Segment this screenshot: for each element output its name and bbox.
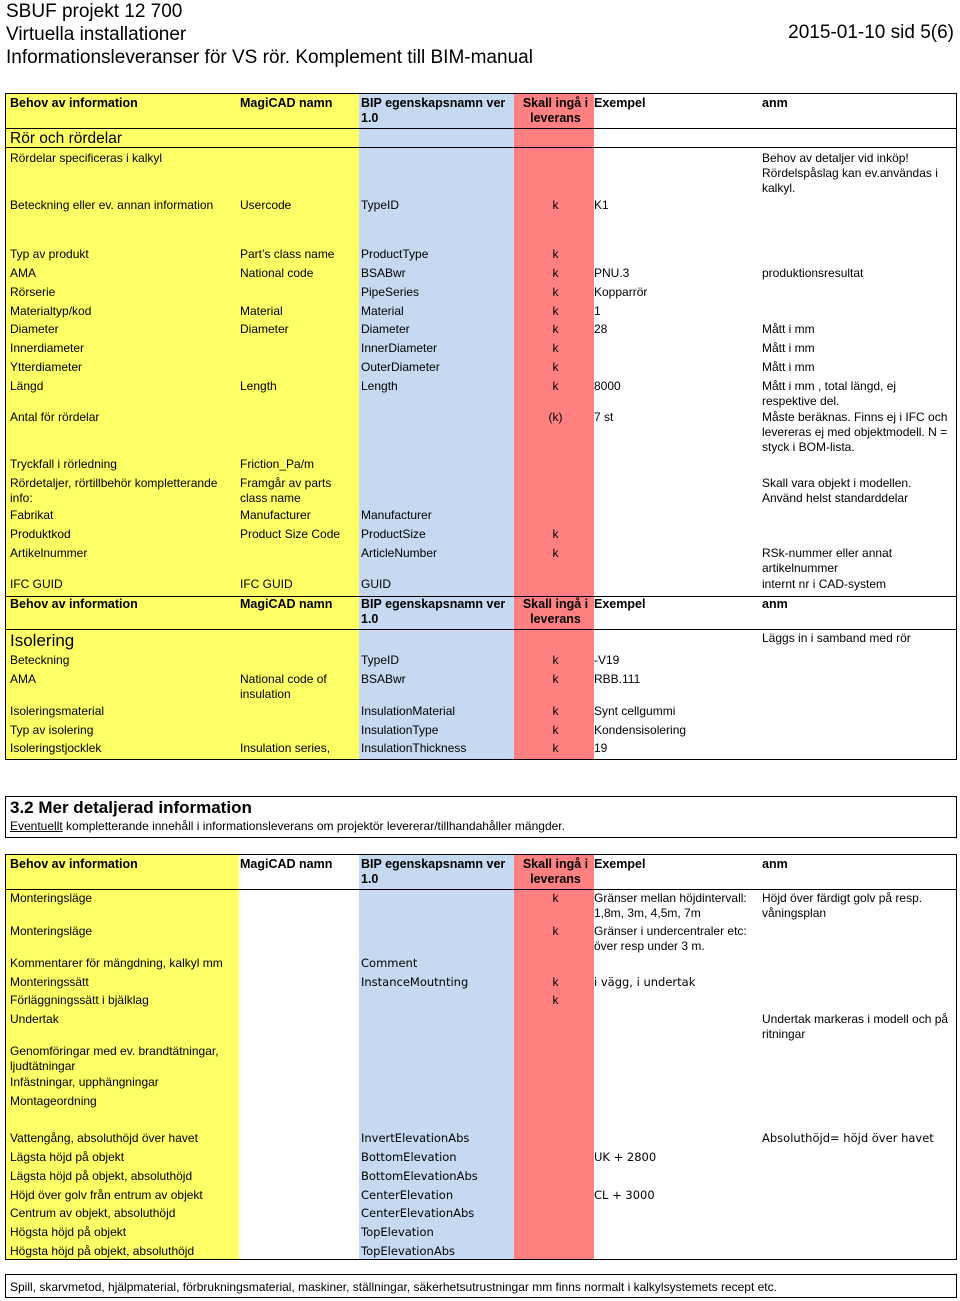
cell-skall: k xyxy=(552,198,559,212)
cell-bip: Length xyxy=(361,379,398,393)
col-header-skall: Skall ingå i leverans xyxy=(522,96,589,125)
cell-info: Isoleringstjocklek xyxy=(10,741,102,755)
cell-skall: k xyxy=(552,266,559,280)
col-header-exempel: Exempel xyxy=(594,857,646,871)
cell-bip: PipeSeries xyxy=(361,285,420,299)
info-table-details xyxy=(5,854,957,1260)
intro-text: kompletterande innehåll i informationsleverans om projektör levererar/tillhandahåller mängder. xyxy=(62,819,565,833)
cell-magicad: National code xyxy=(240,266,314,280)
cell-info: Montageordning xyxy=(10,1094,97,1108)
cell-skall: k xyxy=(552,672,559,686)
col-bg-magicad xyxy=(239,94,359,759)
cell-bip: Comment xyxy=(361,956,418,970)
cell-info: AMA xyxy=(10,266,37,280)
cell-magicad: IFC GUID xyxy=(240,577,293,591)
cell-info: Innerdiameter xyxy=(10,341,85,355)
cell-anm: Absoluthöjd= höjd över havet xyxy=(762,1131,934,1145)
cell-info: Antal för rördelar xyxy=(10,410,100,424)
cell-exempel: 1 xyxy=(594,304,601,318)
cell-info: Lägsta höjd på objekt, absoluthöjd xyxy=(10,1169,193,1183)
cell-skall: k xyxy=(552,924,559,938)
cell-exempel: 19 xyxy=(594,741,608,755)
cell-anm: Mått i mm xyxy=(762,360,815,374)
cell-magicad: Usercode xyxy=(240,198,292,212)
cell-info: Diameter xyxy=(10,322,59,336)
col-header-anm: anm xyxy=(762,96,788,110)
intro-emphasis: Eventuellt xyxy=(10,819,63,833)
cell-info: Isoleringsmaterial xyxy=(10,704,105,718)
col-header-bip: BIP egenskapsnamn ver 1.0 xyxy=(361,96,506,125)
cell-bip: TopElevation xyxy=(361,1225,434,1239)
cell-skall: k xyxy=(552,704,559,718)
cell-anm: RSk-nummer eller annat artikelnummer xyxy=(762,546,893,575)
cell-info: Centrum av objekt, absoluthöjd xyxy=(10,1206,176,1220)
cell-info: Beteckning eller ev. annan information xyxy=(10,198,214,212)
doc-heading: Informationsleveranser för VS rör. Komplement till BIM-manual xyxy=(6,47,533,68)
cell-info: Materialtyp/kod xyxy=(10,304,92,318)
cell-magicad: Length xyxy=(240,379,277,393)
cell-exempel: Kopparrör xyxy=(594,285,648,299)
cell-exempel: PNU.3 xyxy=(594,266,630,280)
section-label: Rör och rördelar xyxy=(10,130,122,147)
col-header-anm: anm xyxy=(762,857,788,871)
cell-exempel: CL + 3000 xyxy=(594,1188,655,1202)
cell-skall: k xyxy=(552,527,559,541)
col-header-skall: Skall ingå i leverans xyxy=(522,857,589,886)
cell-bip: InnerDiameter xyxy=(361,341,438,355)
cell-skall: k xyxy=(552,322,559,336)
cell-exempel: -V19 xyxy=(594,653,620,667)
cell-info: Ytterdiameter xyxy=(10,360,83,374)
section-32-box xyxy=(5,796,957,838)
cell-info: Rörserie xyxy=(10,285,56,299)
cell-anm: Skall vara objekt i modellen. Använd helst standarddelar xyxy=(762,476,912,505)
col-header-info: Behov av information xyxy=(10,96,138,110)
cell-bip: ProductSize xyxy=(361,527,426,541)
cell-magicad: Insulation series, xyxy=(240,741,331,755)
cell-bip: CenterElevationAbs xyxy=(361,1206,475,1220)
cell-info: Högsta höjd på objekt, absoluthöjd xyxy=(10,1244,195,1258)
col-header-anm: anm xyxy=(762,597,788,611)
cell-exempel: Synt cellgummi xyxy=(594,704,676,718)
cell-exempel: K1 xyxy=(594,198,609,212)
cell-bip: Manufacturer xyxy=(361,508,432,522)
cell-info: Beteckning xyxy=(10,653,70,667)
section-32-intro xyxy=(10,819,565,833)
cell-bip: ArticleNumber xyxy=(361,546,438,560)
divider xyxy=(6,889,956,890)
col-bg-magicad xyxy=(239,855,359,1259)
cell-info: Tryckfall i rörledning xyxy=(10,457,117,471)
cell-bip: BottomElevationAbs xyxy=(361,1169,478,1183)
cell-exempel: Gränser i undercentraler etc: över resp under 3 m. xyxy=(594,924,747,953)
doc-date-page: 2015-01-10 sid 5(6) xyxy=(788,22,954,43)
cell-exempel: Gränser mellan höjdintervall: 1,8m, 3m, 4,5m, 7m xyxy=(594,891,747,920)
col-header-info: Behov av information xyxy=(10,857,138,871)
cell-magicad: Diameter xyxy=(240,322,289,336)
col-header-exempel: Exempel xyxy=(594,597,646,611)
cell-bip: TypeID xyxy=(361,653,400,667)
cell-anm: Undertak markeras i modell och på ritningar xyxy=(762,1012,949,1041)
cell-skall: k xyxy=(552,247,559,261)
cell-skall: (k) xyxy=(548,410,563,424)
cell-anm: internt nr i CAD-system xyxy=(762,577,887,591)
cell-info: Monteringsläge xyxy=(10,891,93,905)
cell-skall: k xyxy=(552,341,559,355)
cell-info: AMA xyxy=(10,672,37,686)
cell-info: Undertak xyxy=(10,1012,59,1026)
cell-magicad: National code of insulation xyxy=(240,672,327,701)
cell-skall: k xyxy=(552,975,559,989)
cell-exempel: 8000 xyxy=(594,379,621,393)
cell-anm: Höjd över färdigt golv på resp. våningsplan xyxy=(762,891,923,920)
cell-exempel: Kondensisolering xyxy=(594,723,687,737)
cell-bip: BSABwr xyxy=(361,266,406,280)
cell-anm: Mått i mm xyxy=(762,341,815,355)
cell-info: Lägsta höjd på objekt xyxy=(10,1150,125,1164)
cell-skall: k xyxy=(552,379,559,393)
cell-skall: k xyxy=(552,741,559,755)
cell-info: Rördelar specificeras i kalkyl xyxy=(10,151,163,165)
cell-info: Vattengång, absoluthöjd över havet xyxy=(10,1131,198,1145)
cell-info: Typ av isolering xyxy=(10,723,94,737)
cell-info: Typ av produkt xyxy=(10,247,89,261)
col-header-skall: Skall ingå i leverans xyxy=(522,597,589,626)
divider xyxy=(6,147,956,148)
cell-info: Monteringsläge xyxy=(10,924,93,938)
col-header-bip: BIP egenskapsnamn ver 1.0 xyxy=(361,597,506,626)
cell-magicad: Product Size Code xyxy=(240,527,341,541)
cell-skall: k xyxy=(552,993,559,1007)
cell-bip: InsulationMaterial xyxy=(361,704,456,718)
cell-info: Högsta höjd på objekt xyxy=(10,1225,127,1239)
cell-info: Artikelnummer xyxy=(10,546,88,560)
cell-skall: k xyxy=(552,360,559,374)
cell-skall: k xyxy=(552,304,559,318)
cell-info: Kommentarer för mängdning, kalkyl mm xyxy=(10,956,223,970)
cell-info: IFC GUID xyxy=(10,577,63,591)
cell-bip: CenterElevation xyxy=(361,1188,454,1202)
cell-skall: k xyxy=(552,891,559,905)
cell-info: Rördetaljer, rörtillbehör kompletterande info: xyxy=(10,476,218,505)
section-note: Läggs in i samband med rör xyxy=(762,631,911,645)
section-label: Isolering xyxy=(10,631,75,650)
cell-bip: InvertElevationAbs xyxy=(361,1131,470,1145)
cell-skall: k xyxy=(552,653,559,667)
cell-exempel: UK + 2800 xyxy=(594,1150,657,1164)
cell-anm: Mått i mm xyxy=(762,322,815,336)
cell-bip: InstanceMoutnting xyxy=(361,975,469,989)
cell-bip: TypeID xyxy=(361,198,400,212)
col-header-magicad: MagiCAD namn xyxy=(240,597,333,611)
cell-bip: BSABwr xyxy=(361,672,406,686)
cell-info: Genomföringar med ev. brandtätningar, ljudtätningar xyxy=(10,1044,219,1073)
cell-info: Förläggningssätt i bjälklag xyxy=(10,993,149,1007)
cell-bip: Material xyxy=(361,304,404,318)
footer-note-box xyxy=(5,1274,957,1298)
cell-info: Höjd över golv från entrum av objekt xyxy=(10,1188,203,1202)
cell-magicad: Material xyxy=(240,304,283,318)
cell-bip: OuterDiameter xyxy=(361,360,440,374)
cell-bip: Diameter xyxy=(361,322,410,336)
cell-info: Infästningar, upphängningar xyxy=(10,1075,159,1089)
cell-bip: InsulationThickness xyxy=(361,741,467,755)
footer-note: Spill, skarvmetod, hjälpmaterial, förbrukningsmaterial, maskiner, ställningar, säkerhetsutrustningar mm finns normalt i kalkylsystemets recept etc. xyxy=(10,1280,777,1294)
cell-exempel: 28 xyxy=(594,322,608,336)
col-header-magicad: MagiCAD namn xyxy=(240,96,333,110)
cell-bip: GUID xyxy=(361,577,391,591)
col-header-bip: BIP egenskapsnamn ver 1.0 xyxy=(361,857,506,886)
cell-info: Produktkod xyxy=(10,527,71,541)
col-header-exempel: Exempel xyxy=(594,96,646,110)
cell-exempel: RBB.111 xyxy=(594,672,641,686)
cell-bip: InsulationType xyxy=(361,723,439,737)
cell-magicad: Manufacturer xyxy=(240,508,311,522)
cell-anm: Behov av detaljer vid inköp! Rördelspåslag kan ev.användas i kalkyl. xyxy=(762,151,938,195)
cell-exempel: 7 st xyxy=(594,410,614,424)
cell-anm: Mått i mm , total längd, ej respektive del. xyxy=(762,379,897,408)
cell-skall: k xyxy=(552,546,559,560)
cell-bip: ProductType xyxy=(361,247,429,261)
cell-skall: k xyxy=(552,723,559,737)
col-header-magicad: MagiCAD namn xyxy=(240,857,333,871)
cell-anm: Måste beräknas. Finns ej i IFC och levereras ej med objektmodell. N = styck i BOM-lista. xyxy=(762,410,948,454)
col-header-info: Behov av information xyxy=(10,597,138,611)
cell-magicad: Framgår av parts class name xyxy=(240,476,332,505)
doc-subtitle: Virtuella installationer xyxy=(6,24,187,45)
cell-anm: produktionsresultat xyxy=(762,266,864,280)
cell-skall: k xyxy=(552,285,559,299)
cell-info: Monteringssätt xyxy=(10,975,89,989)
cell-exempel: i vägg, i undertak xyxy=(594,975,696,989)
doc-project-title: SBUF projekt 12 700 xyxy=(6,1,183,22)
divider xyxy=(6,629,956,630)
cell-bip: TopElevationAbs xyxy=(361,1244,455,1258)
cell-magicad: Part’s class name xyxy=(240,247,335,261)
section-32-title: 3.2 Mer detaljerad information xyxy=(10,798,252,817)
divider xyxy=(6,128,956,129)
cell-bip: BottomElevation xyxy=(361,1150,457,1164)
cell-magicad: Friction_Pa/m xyxy=(240,457,315,471)
cell-info: Fabrikat xyxy=(10,508,54,522)
info-table-pipes xyxy=(5,93,957,760)
col-bg-skall xyxy=(514,855,594,1259)
cell-info: Längd xyxy=(10,379,44,393)
